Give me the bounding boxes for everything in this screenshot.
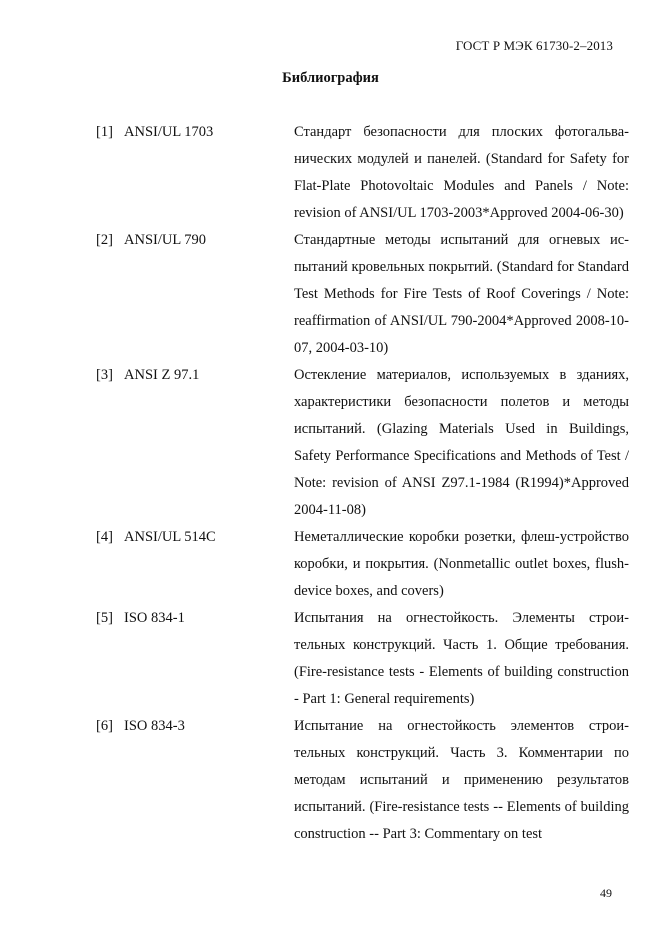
bibliography-entry-4 xyxy=(96,524,629,605)
bibliography-list xyxy=(96,119,629,848)
bibliography-entry-2 xyxy=(96,227,629,362)
entry-standard-code: ANSI Z 97.1 xyxy=(124,367,200,383)
entry-standard-code: ANSI/UL 790 xyxy=(124,232,207,248)
entry-description: Остекление материалов, используемых в зданиях, характеристики безопасности полетов и методы испытаний. (Glazing Materials Used in Buildings, Safety Performance Specifications and Methods of Test / Note: revision of ANSI Z97.1-1984 (R1994)*Approved 2004-11-08) xyxy=(294,367,629,518)
bibliography-entry-3 xyxy=(96,362,629,524)
page-number: 49 xyxy=(600,886,612,900)
entry-description: Испытания на огнестойкость. Элементы строительных конструкций. Часть 1. Общие требования. (Fire-resistance tests - Elements of building construction - Part 1: General requirements) xyxy=(294,610,629,707)
entry-standard-code: ISO 834-3 xyxy=(124,718,185,734)
entry-standard-code: ANSI/UL 1703 xyxy=(124,124,214,140)
entry-description: Стандарт безопасности для плоских фотогальванических модулей и панелей. (Standard for Safety for Flat-Plate Photovoltaic Modules and Panels / Note: revision of ANSI/UL 1703-2003*Approved 2004-06-30) xyxy=(294,124,629,221)
bibliography-entry-5 xyxy=(96,605,629,713)
entry-number: [3] xyxy=(96,367,113,383)
entry-number: [2] xyxy=(96,232,113,248)
bibliography-entry-6 xyxy=(96,713,629,848)
entry-standard-code: ISO 834-1 xyxy=(124,610,185,626)
entry-description: Стандартные методы испытаний для огневых испытаний кровельных покрытий. (Standard for Standard Test Methods for Fire Tests of Roof Coverings / Note: reaffirmation of ANSI/UL 790-2004*Approved 2008-10-07, 2004-03-10) xyxy=(294,232,629,356)
entry-standard-code: ANSI/UL 514C xyxy=(124,529,216,545)
entry-number: [5] xyxy=(96,610,113,626)
entry-description: Испытание на огнестойкость элементов строительных конструкций. Часть 3. Комментарии по методам испытаний и применению результатов испытаний. (Fire-resistance tests -- Elements of building construction -- Part 3: Commentary on test xyxy=(294,718,629,842)
entry-number: [6] xyxy=(96,718,113,734)
document-header: ГОСТ Р МЭК 61730-2–2013 xyxy=(455,38,613,53)
bibliography-entry-1 xyxy=(96,119,629,227)
entry-number: [1] xyxy=(96,124,113,140)
entry-description: Неметаллические коробки розетки, флеш-устройство коробки, и покрытия. (Nonmetallic outlet boxes, flush-device boxes, and covers) xyxy=(294,529,629,599)
bibliography-title: Библиография xyxy=(282,70,379,86)
entry-number: [4] xyxy=(96,529,113,545)
